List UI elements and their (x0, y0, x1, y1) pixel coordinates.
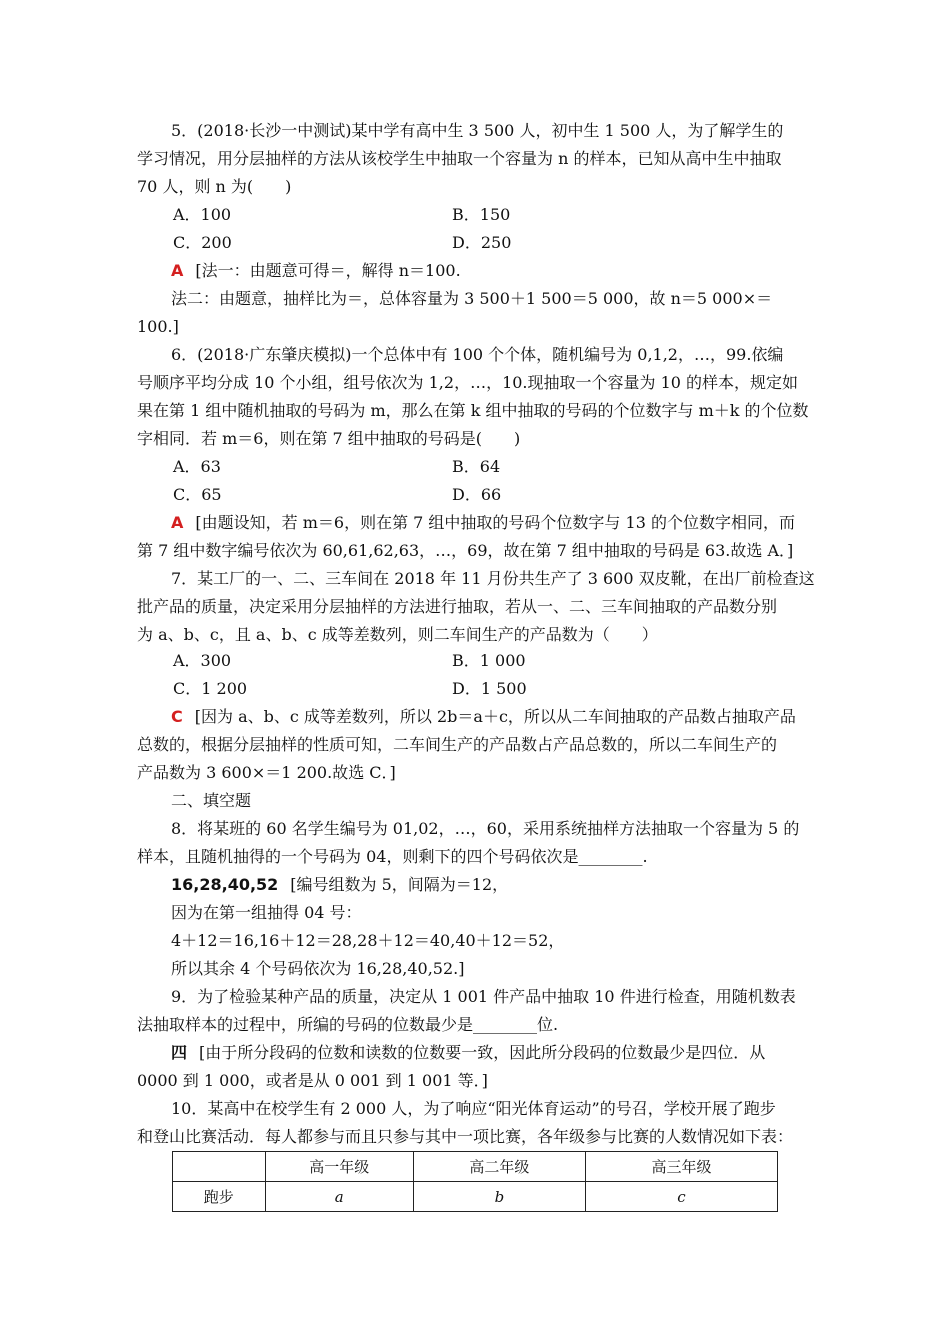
table-header-corner (173, 1152, 266, 1182)
q5-option-c: C．200 (173, 233, 232, 252)
q6-solution-text-1: [由题设知，若 m＝6，则在第 7 组中抽取的号码个位数字与 13 的个位数字相同，而 (195, 513, 795, 532)
q5-line-3: 70 人，则 n 为( ) (137, 177, 292, 196)
q7-line-1: 7．某工厂的一、二、三车间在 2018 年 11 月份共生产了 3 600 双皮靴，在出厂前检查这 (171, 569, 815, 588)
q5-line-1: 5．(2018·长沙一中测试)某中学有高中生 3 500 人，初中生 1 500 人，为了解学生的 (171, 121, 784, 140)
table-header-grade-2: 高二年级 (413, 1152, 585, 1182)
q7-answer-letter: C (171, 707, 183, 726)
table-header-row (173, 1152, 778, 1182)
q9-solution-line-1 (171, 1039, 851, 1067)
q6-solution-line-1 (171, 509, 851, 537)
table-cell: b (413, 1182, 585, 1212)
table-row (173, 1182, 778, 1212)
table-row-label-running: 跑步 (173, 1182, 266, 1212)
q7-options-row-1 (0, 647, 680, 675)
q7-options-row-2 (0, 675, 680, 703)
q8-solution-text-1: [编号组数为 5，间隔为＝12， (290, 875, 509, 894)
q7-solution-line-1 (171, 703, 851, 731)
q6-option-c: C．65 (173, 485, 222, 504)
q5-option-a: A．100 (173, 205, 232, 224)
q8-line-2: 样本，且随机抽得的一个号码为 04，则剩下的四个号码依次是________. (137, 847, 648, 866)
q10-line-2: 和登山比赛活动．每人都参与而且只参与其中一项比赛，各年级参与比赛的人数情况如下表： (137, 1127, 794, 1146)
q7-line-2: 批产品的质量，决定采用分层抽样的方法进行抽取，若从一、二、三车间抽取的产品数分别 (137, 597, 778, 616)
q7-option-a: A．300 (173, 651, 232, 670)
table-header-grade-1: 高一年级 (265, 1152, 413, 1182)
q7-option-c: C．1 200 (173, 679, 248, 698)
q9-line-2: 法抽取样本的过程中，所编的号码的位数最少是________位. (137, 1015, 559, 1034)
q9-line-1: 9．为了检验某种产品的质量，决定从 1 001 件产品中抽取 10 件进行检查，用随机数表 (171, 987, 796, 1006)
q7-line-3: 为 a、b、c，且 a、b、c 成等差数列，则二车间生产的产品数为（ ） (137, 625, 658, 644)
q10-line-1: 10．某高中在校学生有 2 000 人，为了响应“阳光体育运动”的号召，学校开展了跑步 (171, 1099, 776, 1118)
q8-solution-line-1 (171, 871, 851, 899)
q6-answer-letter: A (171, 513, 184, 532)
q5-options-row-1 (0, 201, 680, 229)
q5-solution-line-1 (171, 257, 851, 285)
q10-participation-table (172, 1151, 778, 1212)
q7-option-b: B．1 000 (452, 651, 526, 670)
q6-option-a: A．63 (173, 457, 221, 476)
section-heading-fill-in: 二、填空题 (171, 791, 252, 810)
q6-line-2: 号顺序平均分成 10 个小组，组号依次为 1,2，…，10.现抽取一个容量为 10 的样本，规定如 (137, 373, 799, 392)
q5-solution-line-2: 法二：由题意，抽样比为＝，总体容量为 3 500＋1 500＝5 000，故 n＝5 000×＝ (171, 289, 773, 308)
q5-option-d: D．250 (452, 233, 512, 252)
q5-options-row-2 (0, 229, 680, 257)
q7-option-d: D．1 500 (452, 679, 527, 698)
q7-solution-text-1: [因为 a、b、c 成等差数列，所以 2b＝a＋c，所以从二车间抽取的产品数占抽取产品 (194, 707, 796, 726)
q7-solution-line-3: 产品数为 3 600×＝1 200.故选 C．] (137, 763, 396, 782)
q6-line-3: 果在第 1 组中随机抽取的号码为 m，那么在第 k 组中抽取的号码的个位数字与 m＋k 的个位数 (137, 401, 809, 420)
q6-options-row-2 (0, 481, 680, 509)
q6-line-1: 6．(2018·广东肇庆模拟)一个总体中有 100 个个体，随机编号为 0,1,2，…，99.依编 (171, 345, 784, 364)
q8-answer: 16,28,40,52 (171, 875, 279, 894)
q8-solution-line-2: 因为在第一组抽得 04 号： (171, 903, 362, 922)
q7-solution-line-2: 总数的，根据分层抽样的性质可知，二车间生产的产品数占产品总数的，所以二车间生产的 (137, 735, 778, 754)
q6-solution-line-2: 第 7 组中数字编号依次为 60,61,62,63，…，69，故在第 7 组中抽取的号码是 63.故选 A．] (137, 541, 794, 560)
table-cell: a (265, 1182, 413, 1212)
q8-solution-line-3: 4＋12＝16,16＋12＝28,28＋12＝40,40＋12＝52， (171, 931, 565, 950)
q6-options-row-1 (0, 453, 680, 481)
table-header-grade-3: 高三年级 (585, 1152, 777, 1182)
q5-solution-line-3: 100.] (137, 317, 179, 336)
q6-option-d: D．66 (452, 485, 502, 504)
table-cell: c (585, 1182, 777, 1212)
q5-answer-letter: A (171, 261, 184, 280)
q9-solution-line-2: 0000 到 1 000，或者是从 0 001 到 1 001 等．] (137, 1071, 488, 1090)
q9-answer: 四 (171, 1043, 188, 1062)
q5-line-2: 学习情况，用分层抽样的方法从该校学生中抽取一个容量为 n 的样本，已知从高中生中抽取 (137, 149, 782, 168)
q9-solution-text-1: [由于所分段码的位数和读数的位数要一致，因此所分段码的位数最少是四位．从 (199, 1043, 766, 1062)
q6-option-b: B．64 (452, 457, 501, 476)
q5-solution-text-1: [法一：由题意可得＝，解得 n＝100. (195, 261, 461, 280)
q8-solution-line-4: 所以其余 4 个号码依次为 16,28,40,52.] (171, 959, 465, 978)
q6-line-4: 字相同．若 m＝6，则在第 7 组中抽取的号码是( ) (137, 429, 521, 448)
q8-line-1: 8．将某班的 60 名学生编号为 01,02，…，60，采用系统抽样方法抽取一个容量为 5 的 (171, 819, 800, 838)
q5-option-b: B．150 (452, 205, 511, 224)
